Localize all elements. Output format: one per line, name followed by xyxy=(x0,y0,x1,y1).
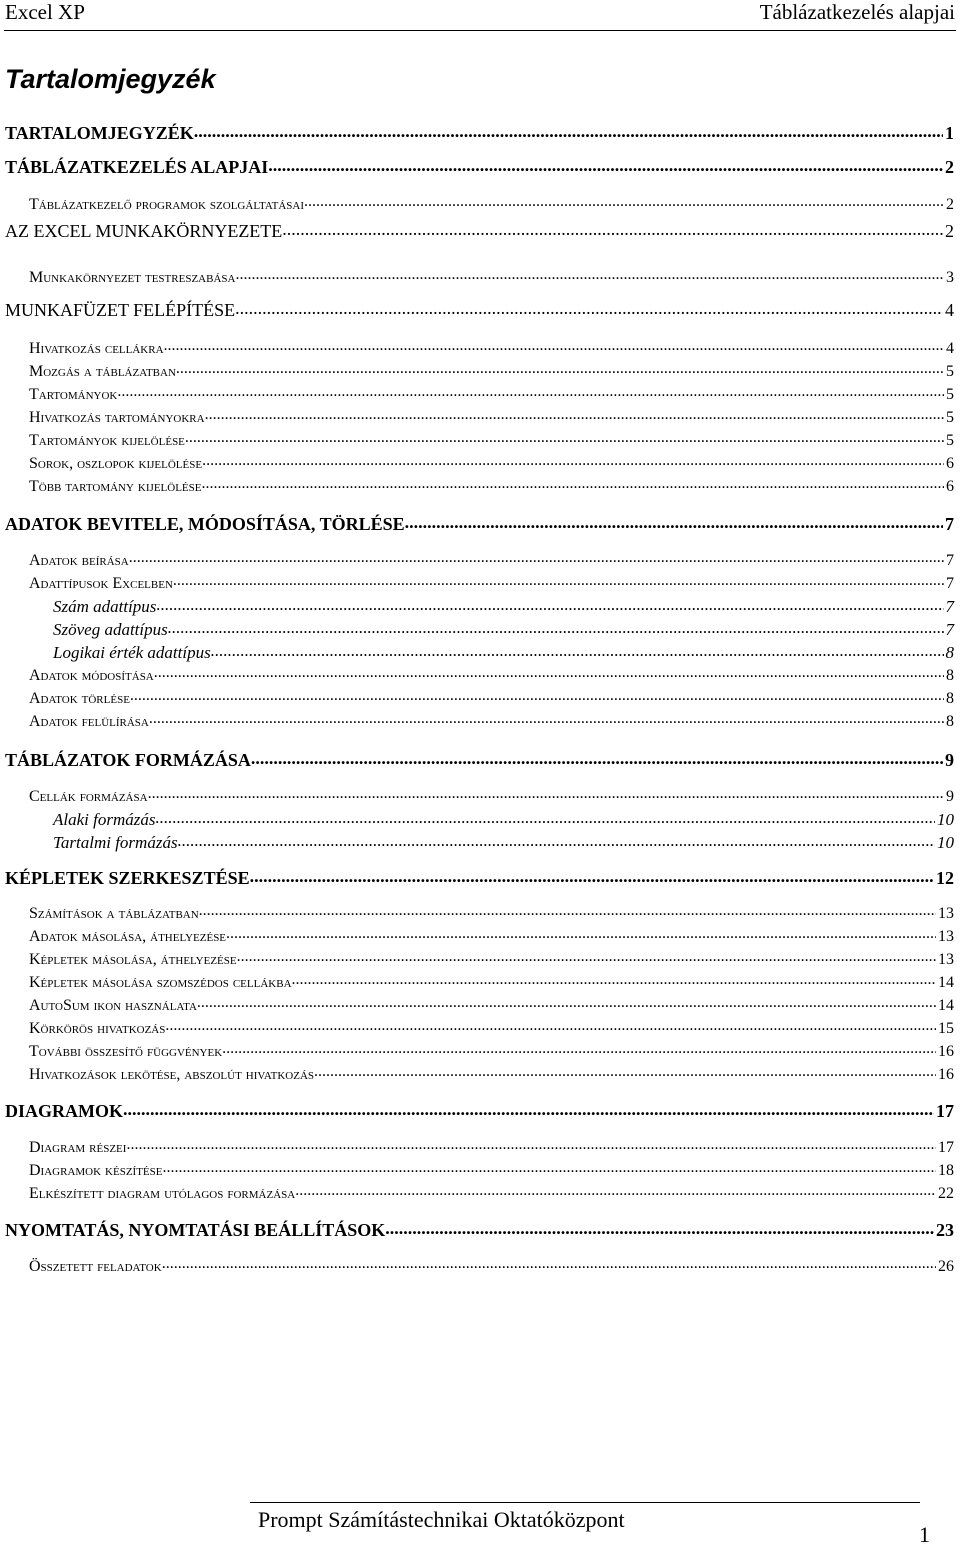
toc-entry-title: Számítások a táblázatban xyxy=(29,905,199,922)
toc-leader-dots xyxy=(155,808,935,825)
toc-entry-title: ADATOK BEVITELE, MÓDOSÍTÁSA, TÖRLÉSE xyxy=(5,514,405,534)
toc-leader-dots xyxy=(292,971,936,987)
toc-entry-title: Alaki formázás xyxy=(53,810,156,829)
toc-entry[interactable] xyxy=(5,1255,954,1277)
toc-entry-title: Több tartomány kijelölése xyxy=(29,478,202,495)
toc-entry-page: 1 xyxy=(945,123,954,143)
toc-entry-page: 12 xyxy=(936,868,954,888)
toc-entry-page: 14 xyxy=(938,974,954,991)
toc-leader-dots xyxy=(117,383,944,399)
toc-leader-dots xyxy=(194,121,943,139)
toc-leader-dots xyxy=(148,785,944,801)
toc-leader-dots xyxy=(205,406,944,422)
toc-entry-title: Képletek másolása, áthelyezése xyxy=(29,951,237,968)
toc-leader-dots xyxy=(178,831,935,848)
toc-leader-dots xyxy=(405,512,943,530)
toc-entry[interactable] xyxy=(5,710,954,732)
toc-entry-title: Tartományok xyxy=(29,386,118,403)
toc-entry[interactable] xyxy=(5,406,954,428)
toc-leader-dots xyxy=(129,549,944,565)
toc-entry-page: 8 xyxy=(946,713,954,730)
toc-entry-title: Adatok beírása xyxy=(29,552,129,569)
toc-entry[interactable] xyxy=(5,429,954,451)
toc-entry-page: 6 xyxy=(946,478,954,495)
toc-entry-title: AZ EXCEL MUNKAKÖRNYEZETE xyxy=(5,221,283,241)
toc-entry[interactable] xyxy=(5,1017,954,1039)
toc-entry-title: Tartalmi formázás xyxy=(53,833,178,852)
toc-entry-page: 5 xyxy=(946,432,954,449)
toc-entry[interactable] xyxy=(5,155,954,177)
toc-leader-dots xyxy=(173,572,944,588)
toc-leader-dots xyxy=(222,1040,936,1056)
toc-entry[interactable] xyxy=(5,785,954,807)
toc-entry[interactable] xyxy=(5,383,954,405)
toc-leader-dots xyxy=(201,475,944,491)
toc-entry-title: DIAGRAMOK xyxy=(5,1101,123,1121)
toc-entry-page: 2 xyxy=(946,196,954,213)
toc-entry-page: 10 xyxy=(937,833,954,852)
toc-entry-page: 13 xyxy=(938,951,954,968)
toc-leader-dots xyxy=(165,1017,936,1033)
toc-entry-page: 17 xyxy=(938,1139,954,1156)
toc-leader-dots xyxy=(385,1218,934,1236)
toc-entry-title: Szöveg adattípus xyxy=(53,620,168,639)
page-number: 1 xyxy=(919,1522,930,1547)
toc-entry[interactable] xyxy=(5,618,954,640)
toc-entry-title: NYOMTATÁS, NYOMTATÁSI BEÁLLÍTÁSOK xyxy=(5,1220,386,1240)
toc-leader-dots xyxy=(164,337,944,353)
toc-entry-page: 6 xyxy=(946,455,954,472)
toc-entry-title: Diagramok készítése xyxy=(29,1162,163,1179)
toc-leader-dots xyxy=(251,748,943,766)
toc-entry[interactable] xyxy=(5,971,954,993)
toc-leader-dots xyxy=(162,1255,936,1271)
footer-text: Prompt Számítástechnikai Oktatóközpont xyxy=(258,1507,625,1532)
toc-leader-dots xyxy=(176,360,944,376)
toc-leader-dots xyxy=(130,687,944,703)
toc-entry-title: Elkészített diagram utólagos formázása xyxy=(29,1185,296,1202)
toc-entry-page: 4 xyxy=(945,300,954,320)
toc-entry-page: 13 xyxy=(938,905,954,922)
toc-entry-title: Hivatkozás tartományokra xyxy=(29,409,205,426)
toc-leader-dots xyxy=(250,866,934,884)
toc-entry-page: 7 xyxy=(945,514,954,534)
toc-entry-title: Tartományok kijelölése xyxy=(29,432,185,449)
toc-entry-title: Cellák formázása xyxy=(29,788,148,805)
toc-leader-dots xyxy=(126,1136,936,1152)
toc-entry[interactable] xyxy=(5,748,954,770)
toc-entry-title: Diagram részei xyxy=(29,1139,127,1156)
toc-entry-title: Logikai érték adattípus xyxy=(53,643,211,662)
toc-entry-title: Adatok módosítása xyxy=(29,667,154,684)
toc-entry-title: Hivatkozás cellákra xyxy=(29,340,164,357)
toc-leader-dots xyxy=(168,618,944,635)
toc-entry[interactable] xyxy=(5,831,954,853)
toc-entry-page: 4 xyxy=(946,340,954,357)
toc-leader-dots xyxy=(156,595,943,612)
toc-leader-dots xyxy=(163,1159,937,1175)
toc-entry[interactable] xyxy=(5,475,954,497)
toc-entry[interactable] xyxy=(5,1182,954,1204)
toc-entry-title: Mozgás a táblázatban xyxy=(29,363,176,380)
toc-entry-title: Körkörös hivatkozás xyxy=(29,1020,166,1037)
toc-leader-dots xyxy=(123,1099,934,1117)
toc-entry[interactable] xyxy=(5,193,954,215)
toc-entry-title: További összesítő függvények xyxy=(29,1043,223,1060)
toc-entry-page: 9 xyxy=(945,750,954,770)
toc-entry-title: Adatok felülírása xyxy=(29,713,149,730)
toc-entry[interactable] xyxy=(5,1063,954,1085)
toc-entry[interactable] xyxy=(5,549,954,571)
toc-entry-title: MUNKAFÜZET FELÉPÍTÉSE xyxy=(5,300,236,320)
toc-leader-dots xyxy=(304,193,944,209)
toc-entry[interactable] xyxy=(5,1040,954,1062)
toc-entry[interactable] xyxy=(5,687,954,709)
toc-entry-title: Képletek másolása szomszédos cellákba xyxy=(29,974,292,991)
page-header xyxy=(5,0,955,30)
toc-entry[interactable] xyxy=(5,664,954,686)
toc-leader-dots xyxy=(149,710,944,726)
toc-entry-title: Táblázatkezelő programok szolgáltatásai xyxy=(29,196,304,213)
toc-entry-title: Hivatkozások lekötése, abszolút hivatkozás xyxy=(29,1066,315,1083)
toc-entry[interactable] xyxy=(5,641,954,663)
toc-leader-dots xyxy=(185,429,944,445)
toc-entry[interactable] xyxy=(5,1159,954,1181)
toc-entry[interactable] xyxy=(5,266,954,288)
toc-entry-page: 5 xyxy=(946,409,954,426)
toc-entry[interactable] xyxy=(5,994,954,1016)
toc-leader-dots xyxy=(211,641,944,658)
toc-entry-page: 16 xyxy=(938,1043,954,1060)
toc-leader-dots xyxy=(295,1182,936,1198)
toc-entry-page: 2 xyxy=(945,221,954,241)
toc-entry-page: 23 xyxy=(936,1220,954,1240)
toc-leader-dots xyxy=(282,219,943,237)
toc-entry-page: 7 xyxy=(945,597,954,616)
toc-entry[interactable] xyxy=(5,219,954,241)
toc-entry[interactable] xyxy=(5,902,954,924)
toc-entry[interactable] xyxy=(5,866,954,888)
toc-leader-dots xyxy=(237,948,936,964)
toc-entry-page: 7 xyxy=(946,575,954,592)
toc-entry-page: 8 xyxy=(946,667,954,684)
toc-entry-title: Sorok, oszlopok kijelölése xyxy=(29,455,203,472)
toc-leader-dots xyxy=(199,902,936,918)
toc-entry[interactable] xyxy=(5,337,954,359)
toc-entry-title: Adatok másolása, áthelyezése xyxy=(29,928,227,945)
toc-entry[interactable] xyxy=(5,595,954,617)
toc-leader-dots xyxy=(202,452,944,468)
toc-entry-page: 7 xyxy=(945,620,954,639)
toc-entry-title: TARTALOMJEGYZÉK xyxy=(5,123,194,143)
toc-entry-page: 8 xyxy=(945,643,954,662)
toc-entry-page: 15 xyxy=(938,1020,954,1037)
toc-entry[interactable] xyxy=(5,808,954,830)
toc-heading: Tartalomjegyzék xyxy=(5,64,216,94)
header-divider xyxy=(4,30,956,31)
footer-divider xyxy=(250,1502,920,1503)
toc-leader-dots xyxy=(197,994,936,1010)
toc-entry-page: 18 xyxy=(938,1162,954,1179)
toc-leader-dots xyxy=(154,664,944,680)
toc-entry-title: Szám adattípus xyxy=(53,597,157,616)
toc-entry-title: Munkakörnyezet testreszabása xyxy=(29,269,236,286)
toc-entry-page: 13 xyxy=(938,928,954,945)
header-left-title: Excel XP xyxy=(5,0,85,24)
toc-leader-dots xyxy=(235,266,944,282)
toc-leader-dots xyxy=(226,925,936,941)
toc-entry-page: 7 xyxy=(946,552,954,569)
toc-entry[interactable] xyxy=(5,512,954,534)
toc-entry-page: 16 xyxy=(938,1066,954,1083)
toc-leader-dots xyxy=(235,298,943,316)
toc-entry[interactable] xyxy=(5,452,954,474)
toc-entry[interactable] xyxy=(5,572,954,594)
toc-entry[interactable] xyxy=(5,948,954,970)
toc-entry[interactable] xyxy=(5,925,954,947)
toc-entry-page: 22 xyxy=(938,1185,954,1202)
toc-entry-page: 3 xyxy=(946,269,954,286)
toc-leader-dots xyxy=(314,1063,936,1079)
toc-entry-title: KÉPLETEK SZERKESZTÉSE xyxy=(5,868,250,888)
toc-entry-page: 9 xyxy=(946,788,954,805)
toc-entry-title: AutoSum ikon használata xyxy=(29,997,197,1014)
toc-entry-title: Adattípusok Excelben xyxy=(29,575,173,592)
toc-entry-page: 5 xyxy=(946,363,954,380)
toc-entry-title: Összetett feladatok xyxy=(29,1258,162,1275)
toc-entry-page: 8 xyxy=(946,690,954,707)
toc-entry-page: 10 xyxy=(937,810,954,829)
toc-leader-dots xyxy=(268,155,943,173)
toc-entry[interactable] xyxy=(5,1218,954,1240)
toc-entry-page: 2 xyxy=(945,157,954,177)
toc-entry[interactable] xyxy=(5,298,954,320)
toc-entry-title: Adatok törlése xyxy=(29,690,130,707)
toc-entry[interactable] xyxy=(5,1099,954,1121)
toc-entry-page: 26 xyxy=(938,1258,954,1275)
toc-entry-page: 5 xyxy=(946,386,954,403)
toc-entry-page: 17 xyxy=(936,1101,954,1121)
toc-entry[interactable] xyxy=(5,121,954,143)
toc-entry[interactable] xyxy=(5,1136,954,1158)
toc-entry-title: TÁBLÁZATOK FORMÁZÁSA xyxy=(5,750,251,770)
toc-entry-page: 14 xyxy=(938,997,954,1014)
toc-entry[interactable] xyxy=(5,360,954,382)
header-right-title: Táblázatkezelés alapjai xyxy=(759,0,955,24)
toc-entry-title: TÁBLÁZATKEZELÉS ALAPJAI xyxy=(5,157,269,177)
